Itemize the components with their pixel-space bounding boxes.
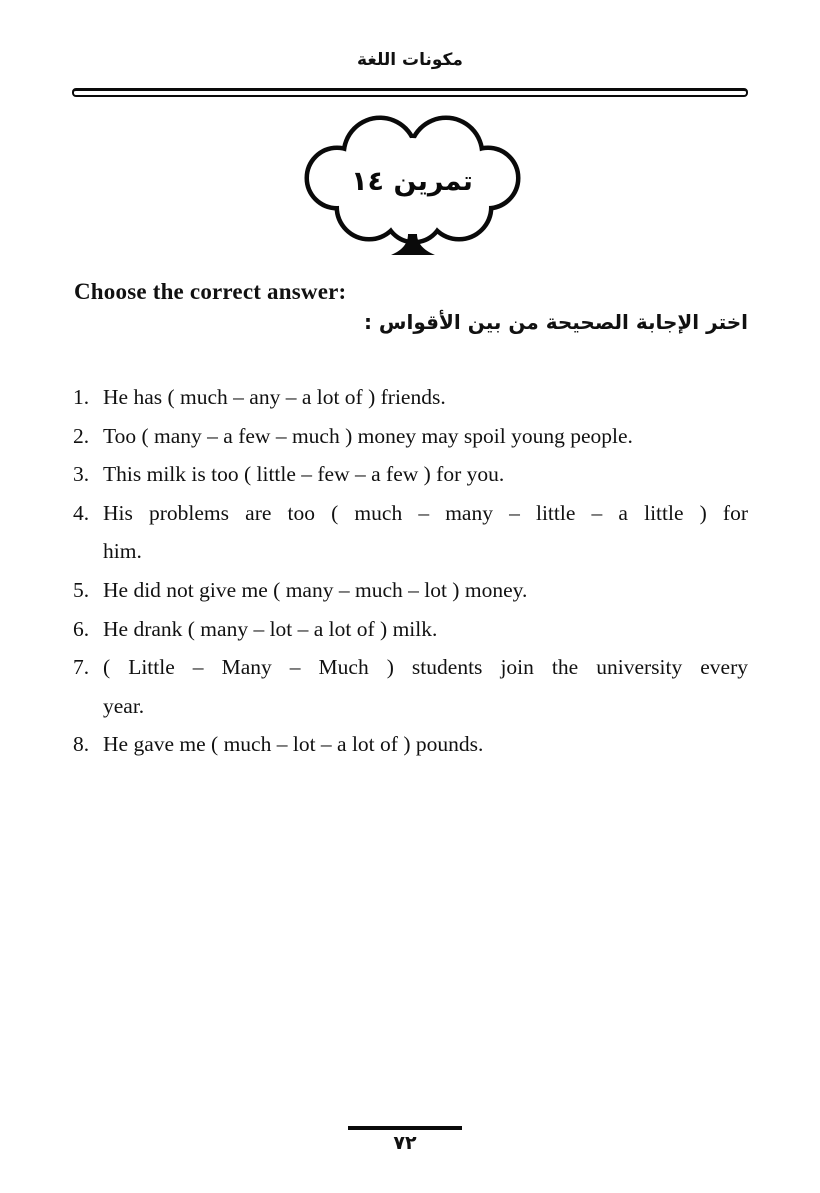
header-divider-rule xyxy=(72,88,748,97)
question-row-6 xyxy=(73,610,750,649)
question-row-8 xyxy=(73,725,750,764)
question-text: He did not give me ( many – much – lot ) money. xyxy=(103,577,528,602)
heading-english: Choose the correct answer: xyxy=(74,279,347,304)
question-text: ( Little – Many – Much ) students join the university every xyxy=(103,655,748,680)
exercise-badge xyxy=(296,114,528,260)
question-number: 6. xyxy=(73,616,90,641)
question-row-1 xyxy=(73,378,750,417)
question-text: He gave me ( much – lot – a lot of ) pounds. xyxy=(103,732,484,757)
question-row-4 xyxy=(73,494,750,571)
question-text: He has ( much – any – a lot of ) friends. xyxy=(103,385,446,409)
cloud-badge-icon xyxy=(296,114,528,260)
question-row-3 xyxy=(73,455,750,494)
page-number: ٧٢ xyxy=(393,1132,417,1154)
question-number: 3. xyxy=(73,462,90,487)
question-number: 1. xyxy=(73,385,90,409)
question-text: This milk is too ( little – few – a few ) for you. xyxy=(103,462,505,487)
question-row-5 xyxy=(73,571,750,610)
question-row-2 xyxy=(73,417,750,456)
exercise-badge-label: تمرين ١٤ xyxy=(351,166,473,197)
question-number: 8. xyxy=(73,732,90,757)
footer-divider-rule xyxy=(348,1126,462,1130)
question-text: His problems are too ( much – many – little – a little ) for xyxy=(103,500,748,525)
question-text: Too ( many – a few – much ) money may spoil young people. xyxy=(103,423,633,448)
question-number: 4. xyxy=(73,500,90,525)
question-text-continued: him. xyxy=(103,539,142,564)
question-text: He drank ( many – lot – a lot of ) milk. xyxy=(103,616,438,641)
question-number: 2. xyxy=(73,423,90,448)
question-row-7 xyxy=(73,648,750,725)
running-header-title: مكونات اللغة xyxy=(357,50,463,70)
question-number: 5. xyxy=(73,577,90,602)
question-list xyxy=(73,378,750,764)
question-text-continued: year. xyxy=(103,693,145,718)
heading-arabic: اختر الإجابة الصحيحة من بين الأقواس : xyxy=(363,310,748,334)
question-number: 7. xyxy=(73,655,90,680)
